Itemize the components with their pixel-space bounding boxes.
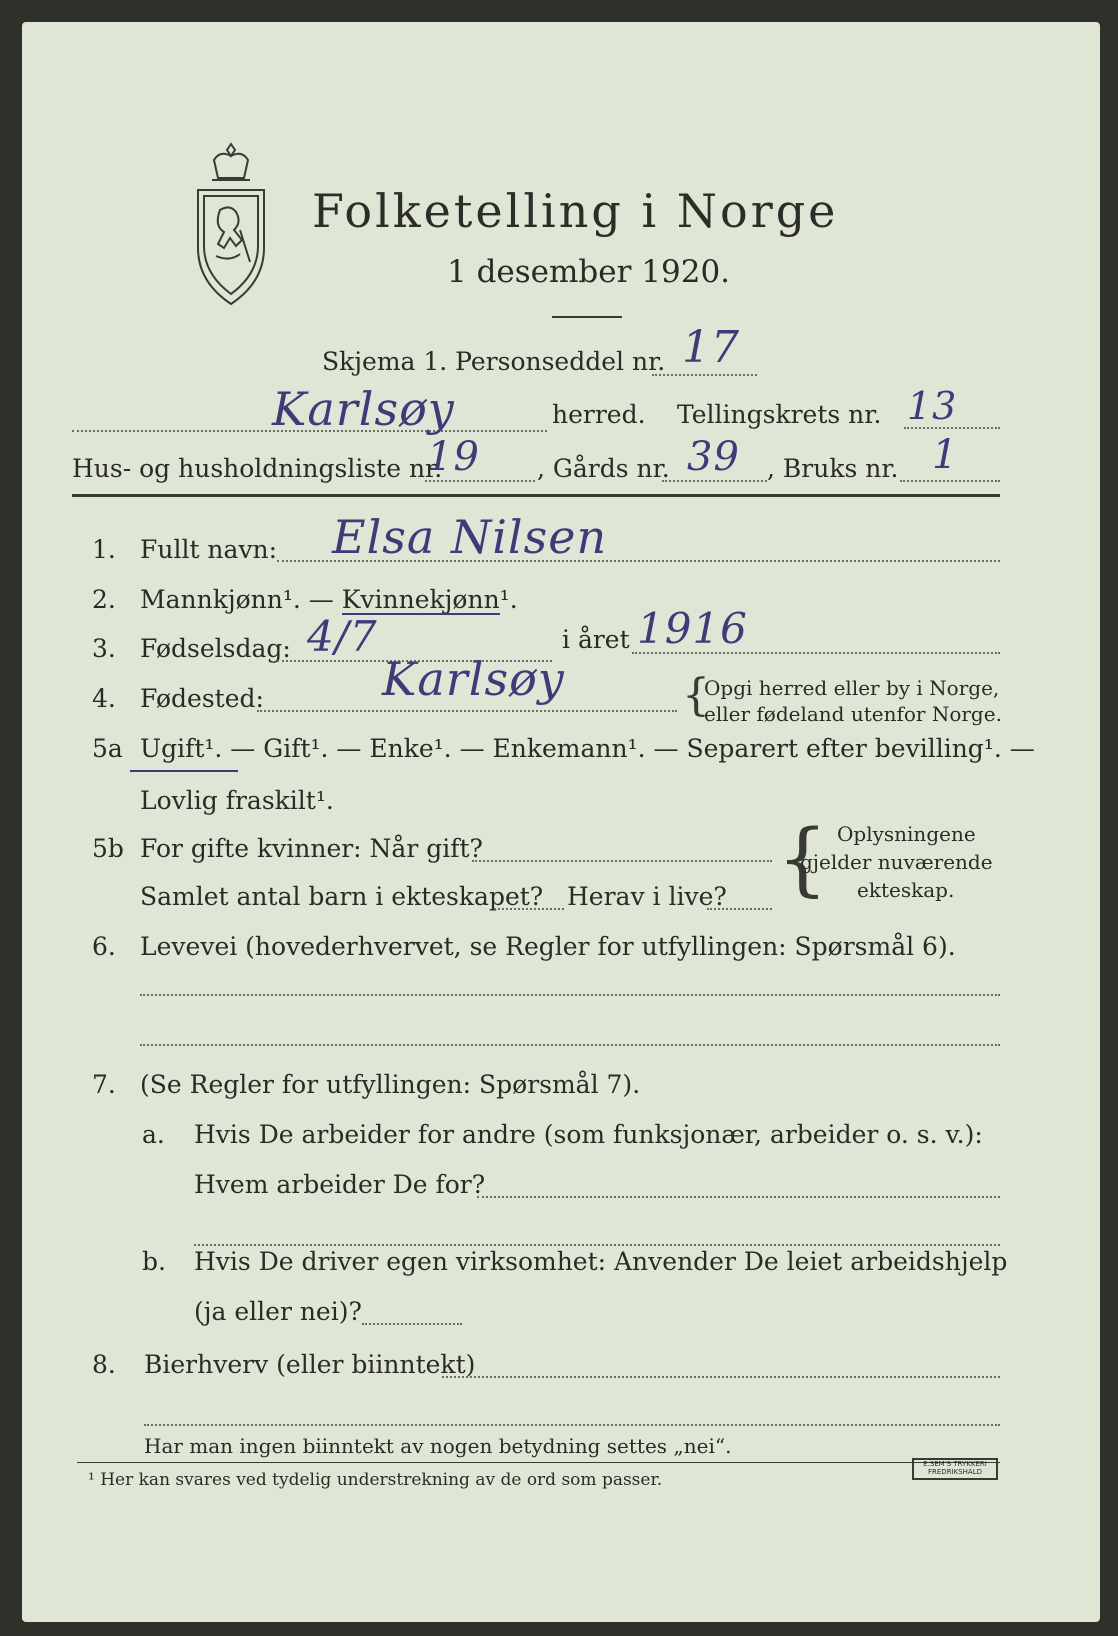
q5b-label-3: Herav i live? bbox=[567, 882, 727, 911]
personseddel-line bbox=[652, 374, 757, 376]
q8-line-1 bbox=[442, 1376, 1000, 1378]
header-rule bbox=[72, 494, 1000, 497]
q7-number: 7. bbox=[92, 1070, 116, 1099]
bruks-nr-value: 1 bbox=[932, 432, 959, 478]
q1-number: 1. bbox=[92, 535, 116, 564]
birthplace-value: Karlsøy bbox=[382, 652, 565, 706]
herred-label: herred. bbox=[552, 400, 646, 429]
q7a-label: Hvis De arbeider for andre (som funksjonær, arbeider o. s. v.): bbox=[194, 1120, 983, 1149]
q1-label: Fullt navn: bbox=[140, 535, 278, 564]
q8-label: Bierhverv (eller biinntekt) bbox=[144, 1350, 476, 1379]
q7a-line-1 bbox=[477, 1196, 1000, 1198]
q7a-label-2: Hvem arbeider De for? bbox=[194, 1170, 486, 1199]
q5b-label-2: Samlet antal barn i ekteskapet? bbox=[140, 882, 544, 911]
full-name-value: Elsa Nilsen bbox=[332, 510, 608, 564]
herred-value: Karlsøy bbox=[272, 382, 455, 436]
ugift-underline bbox=[130, 770, 238, 772]
coat-of-arms-icon bbox=[190, 140, 272, 312]
q3-number: 3. bbox=[92, 634, 116, 663]
q5b-note-1: Oplysningene bbox=[837, 822, 976, 846]
q6-line-1 bbox=[140, 994, 1000, 996]
q4-number: 4. bbox=[92, 684, 116, 713]
q7b-label: Hvis De driver egen virksomhet: Anvender De leiet arbeidshjelp bbox=[194, 1247, 1008, 1276]
q5b-number: 5b bbox=[92, 834, 124, 863]
tellingskrets-nr-value: 13 bbox=[907, 384, 958, 428]
gards-line bbox=[662, 480, 767, 482]
husliste-label: Hus- og husholdningsliste nr. bbox=[72, 454, 443, 483]
birthday-value: 4/7 bbox=[307, 612, 378, 661]
footnote: ¹ Her kan svares ved tydelig understrekning av de ord som passer. bbox=[88, 1470, 663, 1490]
gards-label: , Gårds nr. bbox=[537, 454, 670, 483]
q7a-line-2 bbox=[194, 1244, 1000, 1246]
q5b-line-2 bbox=[494, 908, 564, 910]
q5b-line-3 bbox=[707, 908, 772, 910]
q5b-note-2: gjelder nuværende bbox=[800, 850, 993, 874]
q7-label: (Se Regler for utfyllingen: Spørsmål 7). bbox=[140, 1070, 641, 1099]
q3-year-label: i året bbox=[562, 625, 630, 654]
bruks-label: , Bruks nr. bbox=[767, 454, 899, 483]
husliste-nr-value: 19 bbox=[427, 434, 480, 480]
footer-rule bbox=[77, 1462, 1000, 1463]
q4-note-2: eller fødeland utenfor Norge. bbox=[704, 702, 1002, 726]
printer-stamp bbox=[912, 1458, 998, 1480]
q6-line-2 bbox=[140, 1044, 1000, 1046]
q8-line-2 bbox=[144, 1424, 1000, 1426]
husliste-line bbox=[425, 480, 535, 482]
form-date: 1 desember 1920. bbox=[447, 254, 731, 290]
stamp-line-2: FREDRIKSHALD bbox=[927, 1468, 982, 1476]
q8-note: Har man ingen biinntekt av nogen betydning settes „nei“. bbox=[144, 1434, 732, 1458]
q4-label: Fødested: bbox=[140, 684, 264, 713]
q7a-number: a. bbox=[142, 1120, 165, 1149]
census-form bbox=[22, 22, 1100, 1622]
form-title: Folketelling i Norge bbox=[312, 184, 839, 238]
q3-label: Fødselsdag: bbox=[140, 634, 291, 663]
q5b-note-3: ekteskap. bbox=[857, 878, 955, 902]
gards-nr-value: 39 bbox=[687, 434, 740, 480]
q7b-label-2: (ja eller nei)? bbox=[194, 1297, 362, 1326]
birth-year-value: 1916 bbox=[637, 604, 748, 653]
personseddel-nr-value: 17 bbox=[682, 322, 740, 373]
q7b-number: b. bbox=[142, 1247, 166, 1276]
q5a-label: Ugift¹. — Gift¹. — Enke¹. — Enkemann¹. — Separert efter bevilling¹. — bbox=[140, 734, 1035, 763]
stamp-line-1: E.SEM'S TRYKKERI bbox=[923, 1460, 987, 1468]
q5a-number: 5a bbox=[92, 734, 123, 763]
q7b-line bbox=[362, 1323, 462, 1325]
q5b-line-1 bbox=[472, 860, 772, 862]
tellingskrets-label: Tellingskrets nr. bbox=[677, 400, 882, 429]
q5b-brace: { bbox=[777, 812, 828, 905]
q8-number: 8. bbox=[92, 1350, 116, 1379]
q6-label: Levevei (hovederhvervet, se Regler for utfyllingen: Spørsmål 6). bbox=[140, 932, 956, 961]
q4-line bbox=[257, 710, 677, 712]
q4-note-1: Opgi herred eller by i Norge, bbox=[704, 676, 1000, 700]
schema-label: Skjema 1. Personseddel nr. bbox=[322, 347, 666, 376]
q6-number: 6. bbox=[92, 932, 116, 961]
q4-brace: { bbox=[682, 670, 710, 721]
q5a-label-2: Lovlig fraskilt¹. bbox=[140, 786, 334, 815]
q2-number: 2. bbox=[92, 585, 116, 614]
q5b-label: For gifte kvinner: Når gift? bbox=[140, 834, 483, 863]
q2-label: Mannkjønn¹. — Kvinnekjønn¹. bbox=[140, 585, 518, 614]
bruks-line bbox=[900, 480, 1000, 482]
title-divider bbox=[552, 316, 622, 318]
